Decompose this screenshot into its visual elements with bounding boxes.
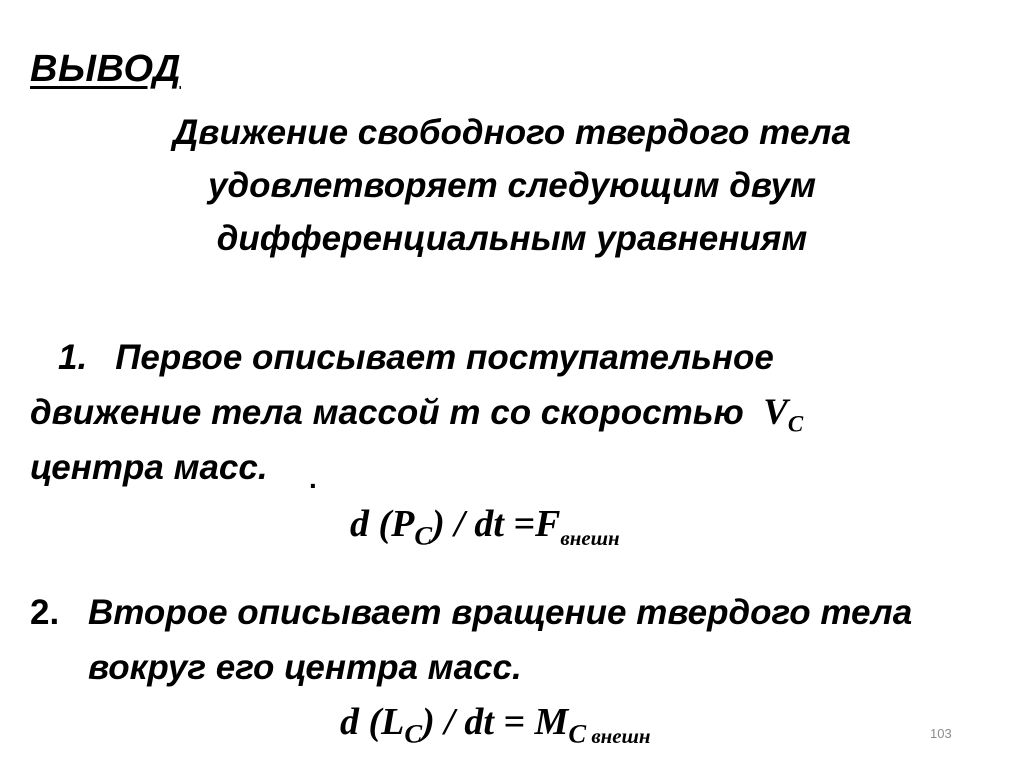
- eq1-lhs-subscript: C: [414, 520, 433, 551]
- eq2-rhs-subscript-text: внешн: [586, 723, 651, 748]
- list-item-2-text-1: Второе описывает вращение твердого тела: [88, 593, 913, 632]
- stray-dot: .: [309, 463, 317, 494]
- equation-momentum: [350, 502, 620, 551]
- list-item-1: [30, 330, 803, 495]
- list-item-1-line-2: [30, 385, 803, 440]
- eq2-rhs-subscript-c: C: [568, 718, 587, 749]
- velocity-letter: V: [763, 392, 788, 433]
- eq2-lhs-open: d (L: [340, 701, 405, 743]
- list-item-2-line-1: [30, 593, 912, 632]
- list-item-1-text-1: Первое описывает поступательное: [115, 338, 774, 377]
- intro-paragraph: [0, 106, 1024, 265]
- list-item-1-number: 1.: [58, 338, 88, 377]
- list-item-2-number: 2.: [30, 593, 60, 632]
- velocity-subscript: C: [787, 411, 804, 437]
- slide-number: 103: [930, 726, 952, 741]
- intro-line-1: Движение свободного твердого тела: [173, 113, 851, 152]
- eq2-lhs-close: ) / dt = M: [422, 701, 569, 743]
- eq2-lhs-subscript: C: [404, 718, 423, 749]
- intro-line-3: дифференциальным уравнениям: [216, 219, 808, 258]
- list-item-2: [30, 585, 912, 695]
- intro-line-2: удовлетворяет следующим двум: [207, 166, 817, 205]
- slide-heading: ВЫВОД: [30, 48, 181, 90]
- list-item-1-text-3: центра масс.: [30, 448, 268, 487]
- equation-angular-momentum: [340, 700, 651, 749]
- eq1-lhs-open: d (P: [350, 503, 415, 545]
- list-item-2-text-2: вокруг его центра масс.: [88, 648, 522, 687]
- velocity-symbol: [763, 392, 804, 437]
- list-item-1-line-1: [30, 330, 803, 385]
- eq1-rhs-subscript: внешн: [560, 525, 620, 550]
- eq1-lhs-close: ) / dt =F: [432, 503, 561, 545]
- list-item-1-text-2: движение тела массой m со скоростью: [30, 393, 744, 432]
